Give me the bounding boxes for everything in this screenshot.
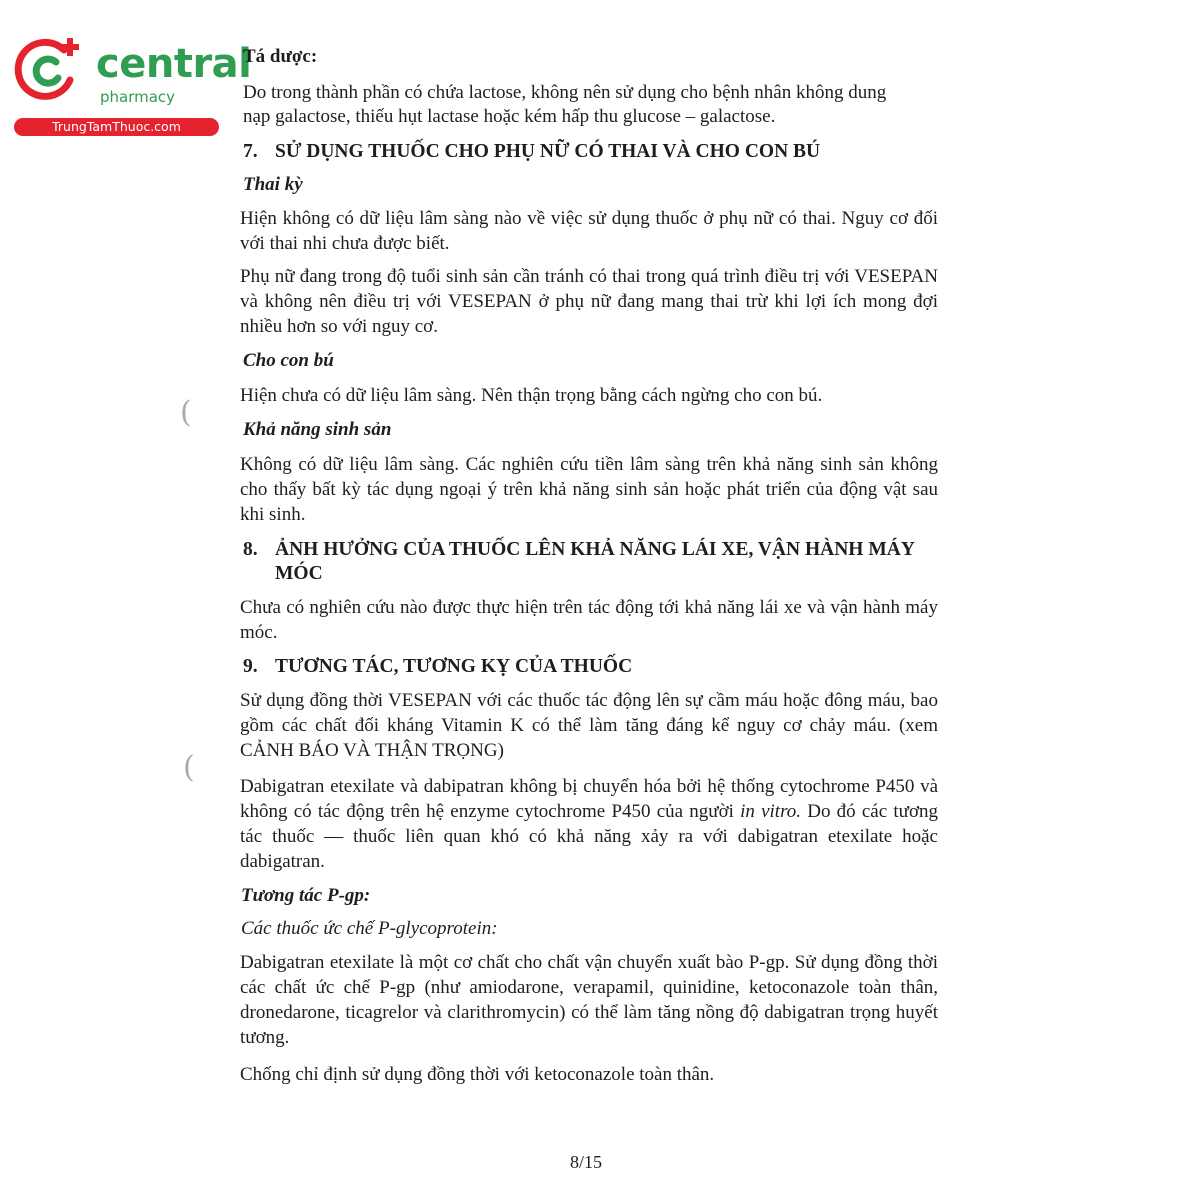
scan-artifact-mark: ( <box>180 395 192 430</box>
fertility-paragraph: Không có dữ liệu lâm sàng. Các nghiên cứu tiền lâm sàng trên khả năng sinh sản không cho thấy bất kỳ tác dụng ngoại ý trên khả năng sinh sản hoặc phát triển của động vật sau khi sinh. <box>240 454 938 525</box>
interaction-text-part-2: Do đó các tương tác thuốc — thuốc liên quan khó có khả năng xảy ra với dabigatran etexilate hoặc dabigatran. <box>240 801 938 872</box>
page-number: 8/15 <box>570 1152 603 1172</box>
interaction-text-part-1: Dabigatran etexilate và dabipatran không bị chuyển hóa bởi hệ thống cytochrome P450 và không có tác động trên hệ enzyme cytochrome P450 của người <box>240 776 938 822</box>
section-9-number: 9. <box>243 656 258 677</box>
in-vitro-italic: in vitro. <box>740 801 802 822</box>
section-8-title-line-1: ẢNH HƯỞNG CỦA THUỐC LÊN KHẢ NĂNG LÁI XE, VẬN HÀNH MÁY <box>275 539 915 560</box>
section-7-title: SỬ DỤNG THUỐC CHO PHỤ NỮ CÓ THAI VÀ CHO CON BÚ <box>275 141 821 162</box>
section-8-heading <box>243 537 915 562</box>
scan-artifact-mark: ( <box>183 750 195 785</box>
section-9-heading <box>243 654 632 679</box>
fertility-heading: Khả năng sinh sản <box>243 419 392 440</box>
pgp-inhibitors-heading: Các thuốc ức chế P-glycoprotein: <box>241 918 498 939</box>
pregnancy-paragraph-2: Phụ nữ đang trong độ tuổi sinh sản cần tránh có thai trong quá trình điều trị với VESEPAN và không nên điều trị với VESEPAN ở phụ nữ đang mang thai trừ khi lợi ích mong đợi nhiều hơn so với nguy cơ. <box>240 266 938 337</box>
excipient-heading: Tá dược: <box>243 46 318 67</box>
section-7-heading <box>243 139 820 164</box>
section-7-number: 7. <box>243 141 258 162</box>
pgp-heading: Tương tác P-gp: <box>241 885 371 906</box>
pregnancy-paragraph-1: Hiện không có dữ liệu lâm sàng nào về việc sử dụng thuốc ở phụ nữ có thai. Nguy cơ đối với thai nhi chưa được biết. <box>240 208 938 254</box>
interaction-paragraph-2 <box>240 774 938 874</box>
section-8-title-line-2: MÓC <box>275 563 323 584</box>
excipient-text-line-2: nạp galactose, thiếu hụt lactase hoặc kém hấp thu glucose – galactose. <box>243 106 776 127</box>
logo-subtitle: pharmacy <box>100 88 176 106</box>
driving-paragraph: Chưa có nghiên cứu nào được thực hiện trên tác động tới khả năng lái xe và vận hành máy móc. <box>240 597 938 643</box>
excipient-text-line-1: Do trong thành phần có chứa lactose, không nên sử dụng cho bệnh nhân không dung <box>243 82 887 103</box>
pregnancy-heading: Thai kỳ <box>243 174 303 195</box>
pgp-paragraph-2: Chống chỉ định sử dụng đồng thời với ketoconazole toàn thân. <box>240 1064 715 1085</box>
logo-brand-name: central <box>96 41 252 87</box>
section-9-title: TƯƠNG TÁC, TƯƠNG KỴ CỦA THUỐC <box>275 656 633 677</box>
section-8-number: 8. <box>243 539 258 560</box>
breastfeeding-heading: Cho con bú <box>243 350 334 371</box>
pgp-paragraph-1: Dabigatran etexilate là một cơ chất cho chất vận chuyển xuất bào P-gp. Sử dụng đồng thời các chất ức chế P-gp (như amiodarone, verapamil, quinidine, ketoconazole toàn thân, dronedarone, ticagrelor và clarithromycin) có thể làm tăng nồng độ dabigatran trọng huyết tương. <box>240 952 938 1048</box>
interaction-paragraph-1: Sử dụng đồng thời VESEPAN với các thuốc tác động lên sự cầm máu hoặc đông máu, bao gồm các chất đối kháng Vitamin K có thể làm tăng đáng kể nguy cơ chảy máu. (xem CẢNH BÁO VÀ THẬN TRỌNG) <box>240 690 938 761</box>
logo-website-badge: TrungTamThuoc.com <box>14 118 219 136</box>
breastfeeding-paragraph: Hiện chưa có dữ liệu lâm sàng. Nên thận trọng bằng cách ngừng cho con bú. <box>240 385 823 406</box>
